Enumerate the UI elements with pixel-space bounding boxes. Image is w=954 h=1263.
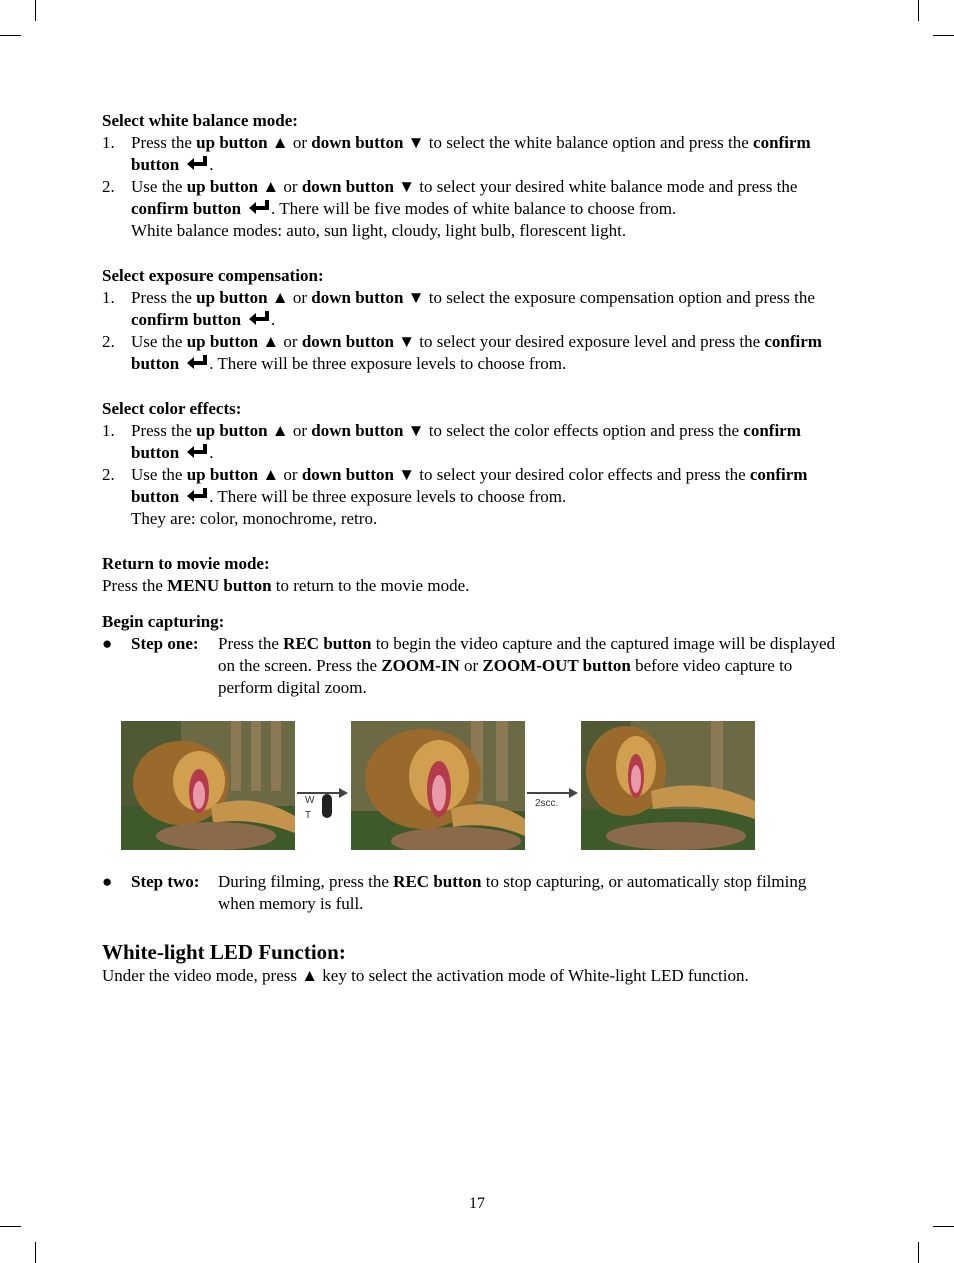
color-effects-list: They are: color, monochrome, retro. [131,509,378,528]
begin-capturing-heading: Begin capturing: [102,612,225,631]
step-number: 1. [102,133,115,152]
zoom-arrow-2 [525,721,581,850]
color-effects-heading: Select color effects: [102,399,242,418]
down-button-term: down button [301,332,394,351]
crop-mark-bottom-left-h [0,1226,21,1227]
enter-return-icon [185,443,209,461]
lion-photo-3 [581,721,755,850]
color-effects-steps [102,420,847,530]
confirm-button-term: confirm button [131,310,242,329]
led-function-title: White-light LED Function: [102,940,346,964]
crop-mark-top-right-v [918,0,919,21]
enter-return-icon [247,199,271,217]
enter-return-icon [185,354,209,372]
up-button-term: up button [196,421,268,440]
up-button-term: up button [196,133,268,152]
menu-button-term: MENU button [167,576,272,595]
white-balance-modes: White balance modes: auto, sun light, cloudy, light bulb, florescent light. [131,221,627,240]
crop-mark-top-left-v [35,0,36,21]
zoom-lever-icon [322,794,332,818]
down-button-term: down button [301,177,394,196]
crop-mark-top-right-h [933,35,954,36]
return-movie-heading: Return to movie mode: [102,554,270,573]
exposure-step-1: 1. Press the up button ▲ or down button ▼ to select the exposure compensation option and press the confirm button . [102,288,815,329]
exposure-step-2: 2. Use the up button ▲ or down button ▼ to select your desired exposure level and press the confirm button . There will be three exposure levels to choose from. [102,332,822,373]
step-two: ● Step two: During filming, press the REC button to stop capturing, or automatically stop filming when memory is full. [102,872,807,913]
confirm-button-term: confirm button [131,332,822,373]
lion-photo-1 [121,721,295,850]
enter-return-icon [185,155,209,173]
zoom-in-term: ZOOM-IN [381,656,460,675]
confirm-button-term: confirm button [131,465,808,506]
zoom-w-label: W [305,795,315,806]
rec-button-term: REC button [393,872,482,891]
led-function-text: Under the video mode, press ▲ key to select the activation mode of White-light LED function. [102,966,749,985]
bullet-icon: ● [102,872,113,891]
step-one: ● Step one: Press the REC button to begin the video capture and the captured image will be displayed on the screen. Press the ZOOM-IN or ZOOM-OUT button before video capture to perform digital zoom. [102,634,836,697]
color-effects-step-1: 1. Press the up button ▲ or down button ▼ to select the color effects option and press the confirm button . [102,421,801,462]
crop-mark-bottom-left-v [35,1242,36,1263]
manual-page [102,110,847,987]
step-two-label: Step two: [131,872,200,891]
confirm-button-term: confirm button [131,199,242,218]
down-button-term: down button [311,421,404,440]
zoom-diagram [102,721,847,851]
delay-label: 2scc. [535,798,559,809]
zoom-out-button-term: ZOOM-OUT button [482,656,631,675]
step-number: 2. [102,465,115,484]
down-button-term: down button [311,133,404,152]
confirm-button-term: confirm button [131,133,811,174]
up-button-term: up button [196,288,268,307]
return-movie-text: Press the MENU button to return to the movie mode. [102,576,470,595]
exposure-steps [102,287,847,375]
enter-return-icon [247,310,271,328]
up-button-term: up button [186,177,259,196]
white-balance-step-2: 2. Use the up button ▲ or down button ▼ to select your desired white balance mode and press the confirm button . There will be five modes of white balance to choose from. White balance modes: auto, sun light, cloudy, light bulb, florescent light. [102,177,798,240]
zoom-t-label: T [305,810,312,821]
color-effects-step-2: 2. Use the up button ▲ or down button ▼ to select your desired color effects and press the confirm button . There will be three exposure levels to choose from. They are: color, monochrome, retro. [102,465,808,528]
white-balance-heading: Select white balance mode: [102,111,298,130]
exposure-heading: Select exposure compensation: [102,266,324,285]
step-one-label: Step one: [131,634,199,653]
confirm-button-term: confirm button [131,421,801,462]
crop-mark-bottom-right-h [933,1226,954,1227]
bullet-icon: ● [102,634,113,653]
step-number: 2. [102,332,115,351]
enter-return-icon [185,487,209,505]
down-button-term: down button [301,465,394,484]
step-number: 1. [102,421,115,440]
crop-mark-bottom-right-v [918,1242,919,1263]
page-number: 17 [469,1195,485,1212]
zoom-arrow-1 [295,721,351,850]
lion-photo-2 [351,721,525,850]
up-button-term: up button [186,465,259,484]
up-button-term: up button [186,332,259,351]
rec-button-term: REC button [283,634,372,653]
step-number: 1. [102,288,115,307]
crop-mark-top-left-h [0,35,21,36]
step-number: 2. [102,177,115,196]
white-balance-steps [102,132,847,242]
white-balance-step-1: 1. Press the up button ▲ or down button ▼ to select the white balance option and press the confirm button . [102,133,811,174]
down-button-term: down button [311,288,404,307]
